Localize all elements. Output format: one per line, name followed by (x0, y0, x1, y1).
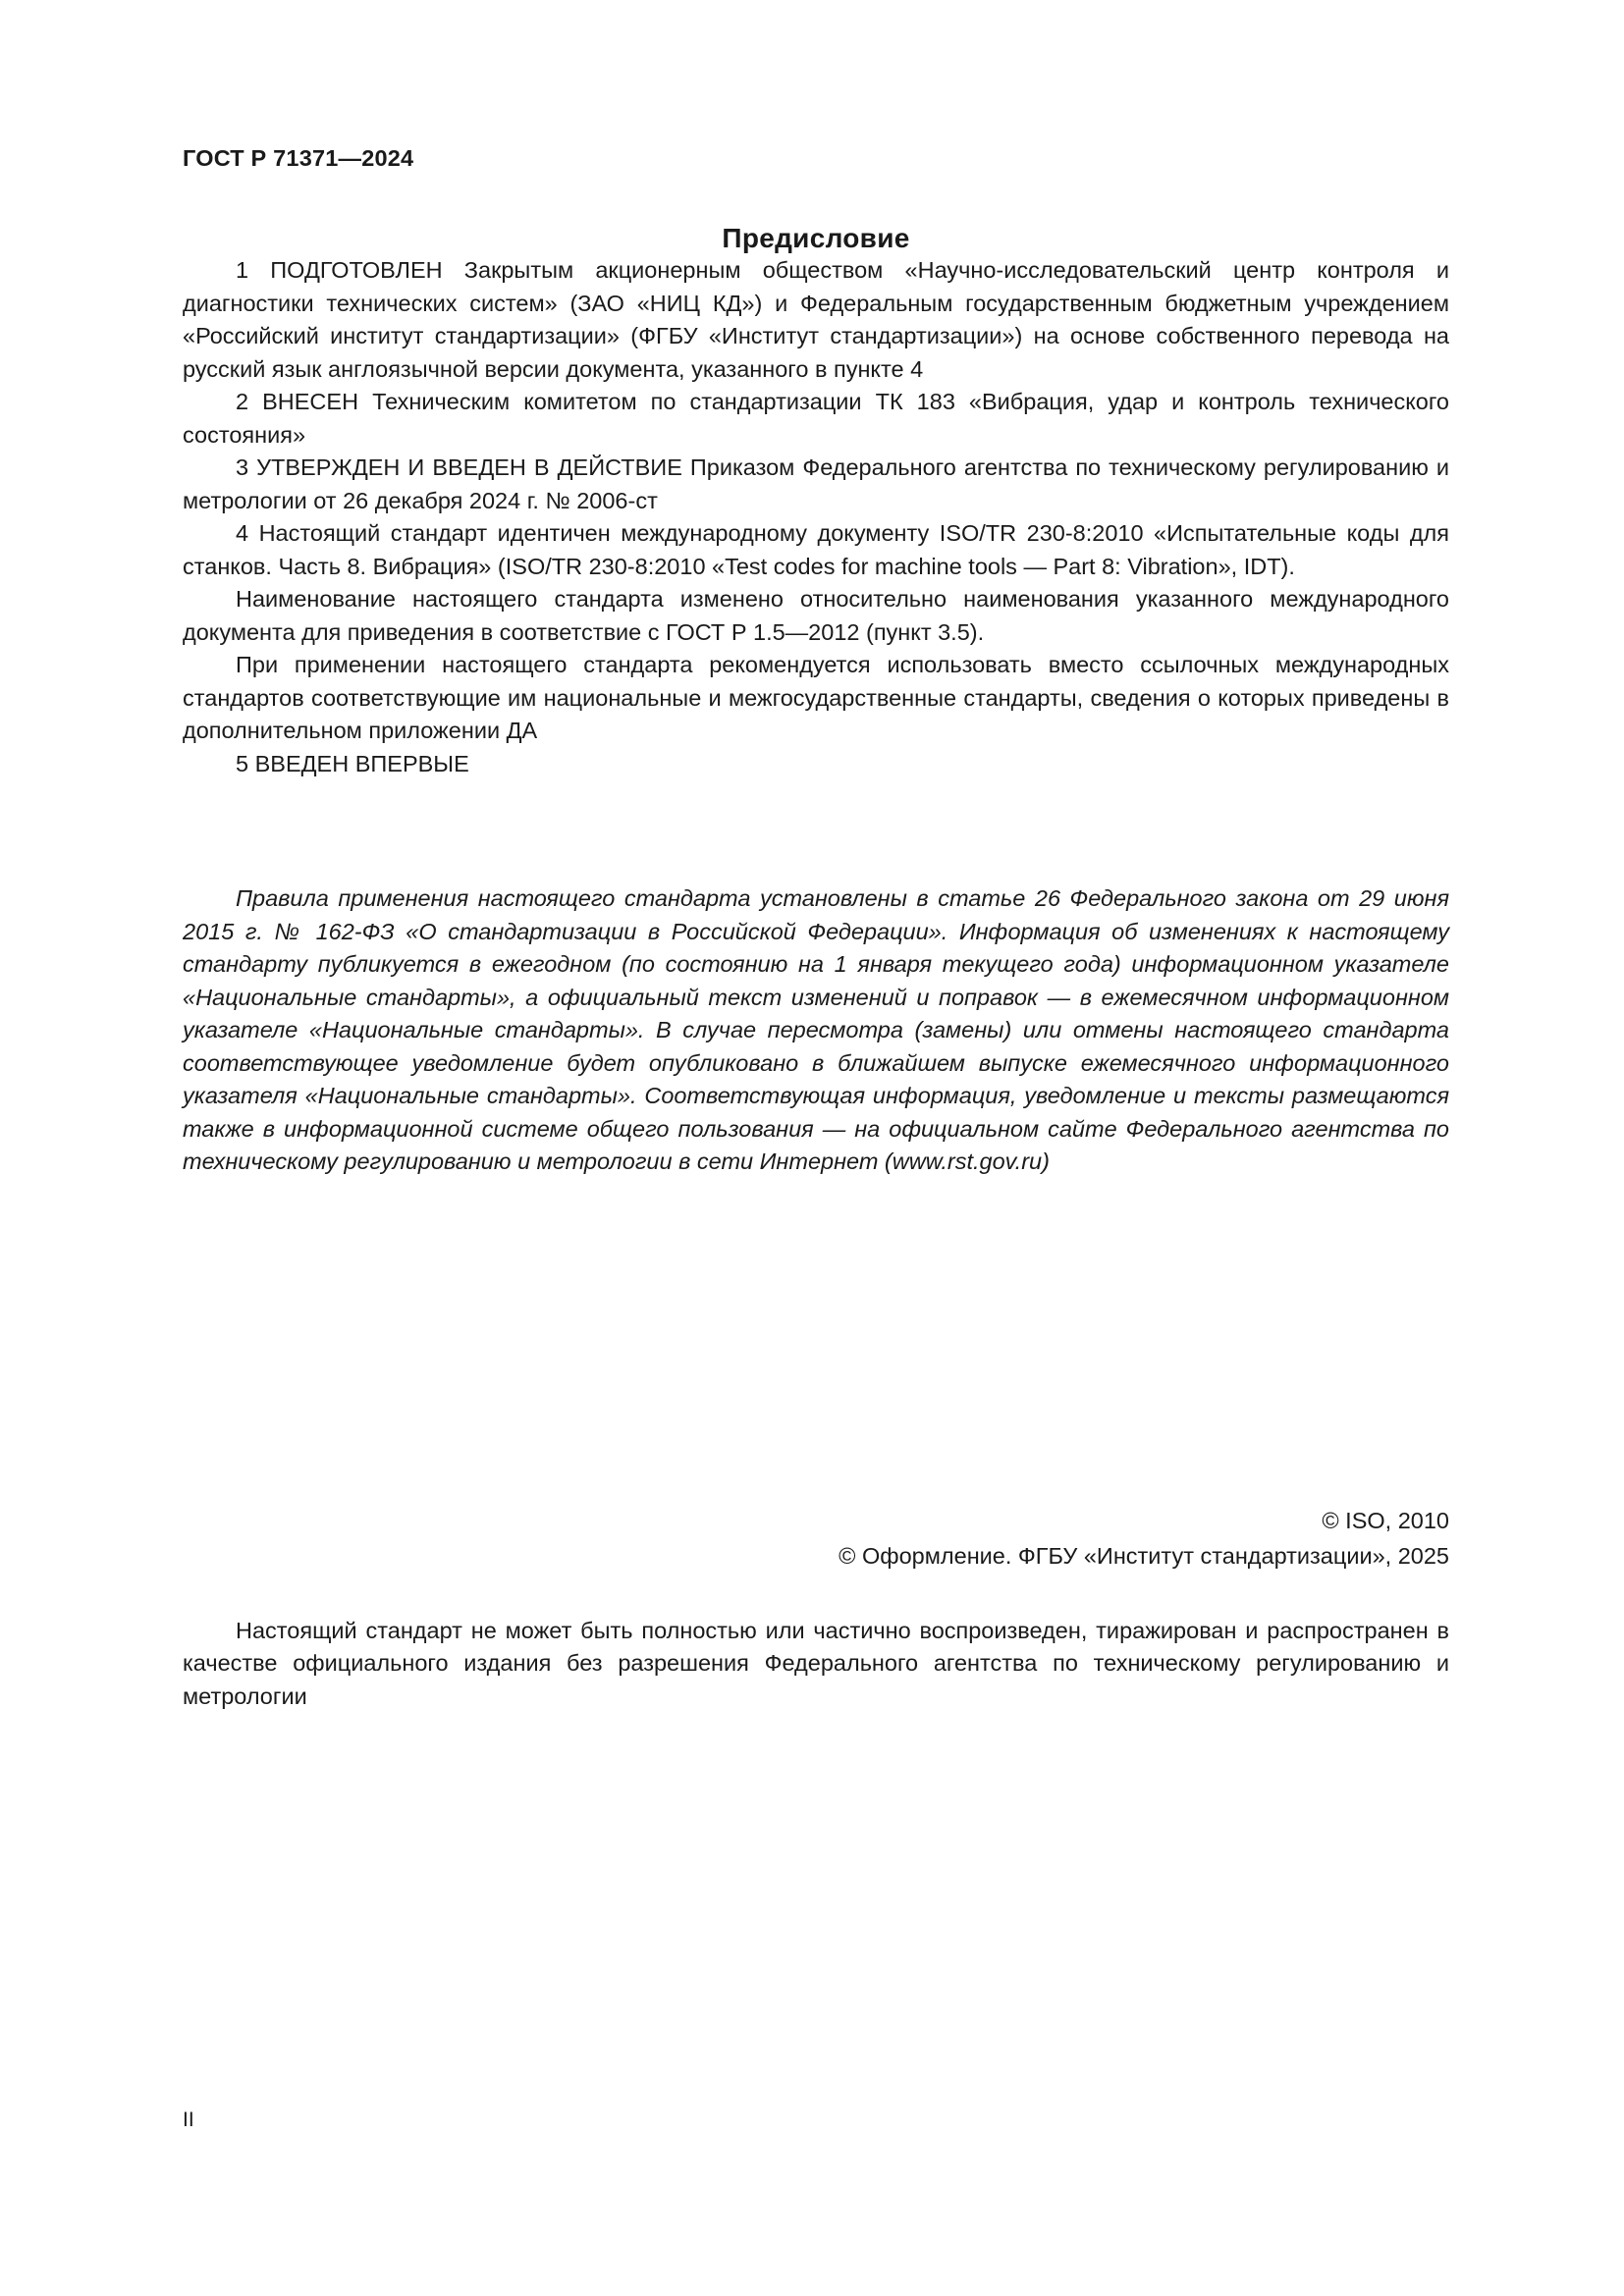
copyright-block (183, 1503, 1449, 1574)
document-header-code: ГОСТ Р 71371—2024 (183, 145, 414, 171)
preface-item-4-note-2: При применении настоящего стандарта рекомендуется использовать вместо ссылочных международных стандартов соответствующие им национальные и межгосударственные стандарты, сведения о которых приведены в дополнительном приложении ДА (183, 652, 1449, 743)
preface-item-4-note-1: Наименование настоящего стандарта изменено относительно наименования указанного международного документа для приведения в соответствие с ГОСТ Р 1.5—2012 (пункт 3.5). (183, 586, 1449, 645)
preface-item-2: 2 ВНЕСЕН Техническим комитетом по стандартизации ТК 183 «Вибрация, удар и контроль технического состояния» (183, 389, 1449, 448)
reproduction-restriction-note: Настоящий стандарт не может быть полностью или частично воспроизведен, тиражирован и распространен в качестве официального издания без разрешения Федерального агентства по техническому регулированию и метрологии (183, 1617, 1449, 1709)
preface-item-5: 5 ВВЕДЕН ВПЕРВЫЕ (236, 750, 469, 776)
preface-item-4: 4 Настоящий стандарт идентичен международному документу ISO/TR 230-8:2010 «Испытательные коды для станков. Часть 8. Вибрация» (ISO/TR 230-8:2010 «Test codes for machine tools — Part 8: Vibration», IDT). (183, 520, 1449, 579)
copyright-iso: © ISO, 2010 (1322, 1507, 1449, 1533)
preface-item-3: 3 УТВЕРЖДЕН И ВВЕДЕН В ДЕЙСТВИЕ Приказом Федерального агентства по техническому регулированию и метрологии от 26 декабря 2024 г. № 2006-ст (183, 454, 1449, 513)
page-title: Предисловие (722, 223, 910, 253)
copyright-design: © Оформление. ФГБУ «Институт стандартизации», 2025 (839, 1542, 1449, 1569)
rules-note-wrapper (183, 882, 1449, 1179)
page-number: II (183, 2109, 194, 2131)
preface-item-1: 1 ПОДГОТОВЛЕН Закрытым акционерным обществом «Научно-исследовательский центр контроля и диагностики технических систем» (ЗАО «НИЦ КД») и Федеральным государственным бюджетным учреждением «Российский институт стандартизации» (ФГБУ «Институт стандартизации») на основе собственного перевода на русский язык англоязычной версии документа, указанного в пункте 4 (183, 257, 1449, 382)
page-content (183, 0, 1449, 1736)
rules-application-note: Правила применения настоящего стандарта установлены в статье 26 Федерального закона от 29 июня 2015 г. № 162-ФЗ «О стандартизации в Российской Федерации». Информация об изменениях к настоящему стандарту публикуется в ежегодном (по состоянию на 1 января текущего года) информационном указателе «Национальные стандарты», а официальный текст изменений и поправок — в ежемесячном информационном указателе «Национальные стандарты». В случае пересмотра (замены) или отмены настоящего стандарта соответствующее уведомление будет опубликовано в ближайшем выпуске ежемесячного информационного указателя «Национальные стандарты». Соответствующая информация, уведомление и тексты размещаются также в информационной системе общего пользования — на официальном сайте Федерального агентства по техническому регулированию и метрологии в сети Интернет (www.rst.gov.ru) (183, 885, 1449, 1174)
